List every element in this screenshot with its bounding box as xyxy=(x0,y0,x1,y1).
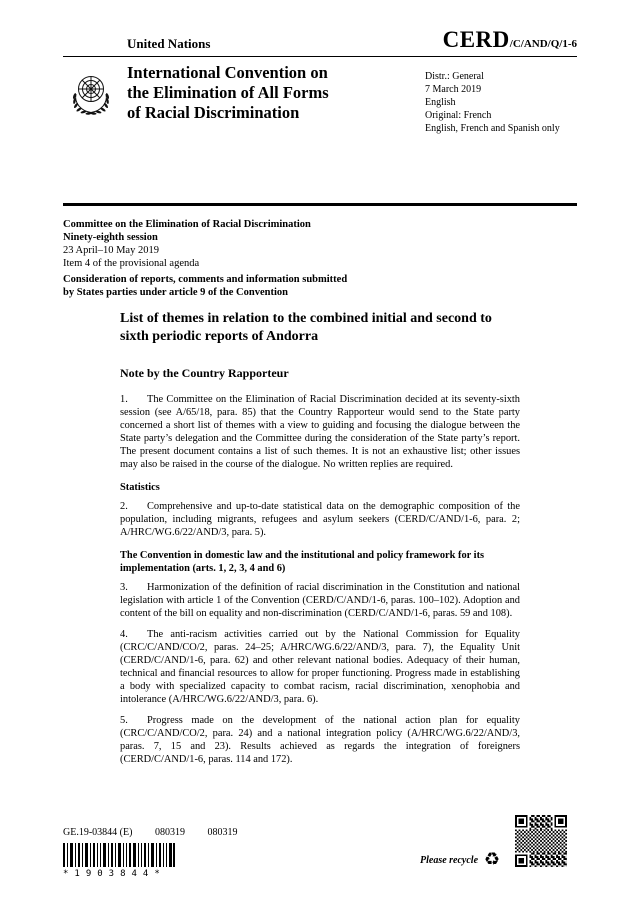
note-heading: Note by the Country Rapporteur xyxy=(120,366,289,380)
convention-title-line3: of Racial Discrimination xyxy=(127,103,300,122)
paragraph-4-text: The anti-racism activities carried out by the National Commission for Equality (CRC/C/AND/CO/2, paras. 24–25; A/HRC/WG.6/22/AND/3, para. 7), the Equality Unit (CERD/C/AND/1-6, para. 62) and other relevant national bodies. Adequacy of their human, technical and financial resources to allow for proper functioning. Progress made in establishing a body with specialized capacity to combat racism, racial discrimination, xenophobia and intolerance (A/HRC/WG.6/22/AND/3, para. 6). xyxy=(120,629,520,705)
paragraph-5-text: Progress made on the development of the national action plan for equality (CRC/C/AND/CO/2, para. 24) and a national integration policy (A/HRC/WG.6/22/AND/3, paras. 7, 15 and 23). Results achieved as regards the integration of foreigners (CERD/C/AND/1-6, paras. 114 and 172). xyxy=(120,715,520,765)
paragraph-3 xyxy=(120,581,520,620)
distr-language: English xyxy=(425,97,456,108)
session-dates: 23 April–10 May 2019 xyxy=(63,245,159,256)
distr-original: Original: French xyxy=(425,110,492,121)
recycle-icon: ♻ xyxy=(484,849,501,870)
paragraph-4 xyxy=(120,628,520,706)
session-number: Ninety-eighth session xyxy=(63,232,158,243)
footer-reference-line xyxy=(63,827,237,838)
distr-type: Distr.: General xyxy=(425,71,484,82)
barcode xyxy=(63,843,175,879)
ge-number: GE.19-03844 (E) xyxy=(63,827,133,838)
committee-name: Committee on the Elimination of Racial Discrimination xyxy=(63,219,311,230)
paragraph-2-text: Comprehensive and up-to-date statistical data on the demographic composition of the population, including migrants, refugees and asylum seekers (CERD/C/AND/1-6, para. 2; A/HRC/WG.6/22/AND/3, para. 5). xyxy=(120,501,520,538)
paragraph-3-number: 3. xyxy=(120,582,128,593)
qr-code-icon xyxy=(515,815,567,867)
barcode-bars-icon xyxy=(63,843,175,867)
agenda-subject-line1: Consideration of reports, comments and information submitted xyxy=(63,274,348,285)
recycle-label: Please recycle xyxy=(420,854,479,866)
document-title: List of themes in relation to the combined initial and second to sixth periodic reports of Andorra xyxy=(120,311,492,344)
un-emblem-icon xyxy=(66,70,116,120)
paragraph-5-number: 5. xyxy=(120,715,128,726)
paragraph-2 xyxy=(120,500,520,539)
distr-date: 7 March 2019 xyxy=(425,84,482,95)
ge-date-2: 080319 xyxy=(207,827,238,838)
agenda-item: Item 4 of the provisional agenda xyxy=(63,258,200,269)
paragraph-1-text: The Committee on the Elimination of Racial Discrimination decided at its seventy-sixth session (see A/65/18, para. 85) that the Country Rapporteur would send to the State party concerned a short list of themes with a view to guiding and focusing the dialogue between the State party’s delegation and the Committee during the consideration of the State party’s report. The present document contains a list of such themes. It is not an exhaustive list; other issues may also be raised in the course of the dialogue. No written replies are required. xyxy=(120,394,520,470)
document-symbol xyxy=(443,27,577,53)
paragraph-1 xyxy=(120,393,520,471)
header-divider xyxy=(63,56,577,57)
convention-title xyxy=(127,63,417,123)
paragraph-4-number: 4. xyxy=(120,629,128,640)
session-info xyxy=(63,218,347,299)
section-heading-convention: The Convention in domestic law and the institutional and policy framework for its implementation (arts. 1, 2, 3, 4 and 6) xyxy=(120,550,485,574)
masthead-divider xyxy=(63,203,577,206)
document-symbol-rest: /C/AND/Q/1-6 xyxy=(509,38,577,50)
paragraph-1-number: 1. xyxy=(120,394,128,405)
barcode-text: *1903844* xyxy=(63,869,166,879)
agenda-subject-line2: by States parties under article 9 of the Convention xyxy=(63,287,288,298)
document-symbol-main: CERD xyxy=(442,27,510,52)
paragraph-5 xyxy=(120,714,520,766)
section-heading-statistics: Statistics xyxy=(120,482,160,493)
paragraph-2-number: 2. xyxy=(120,501,128,512)
convention-title-line1: International Convention on xyxy=(127,63,328,82)
ge-date-1: 080319 xyxy=(154,827,185,838)
organization-name: United Nations xyxy=(127,36,211,51)
recycle-note xyxy=(420,851,500,869)
document-body xyxy=(120,310,520,774)
distribution-info xyxy=(425,70,560,135)
convention-title-line2: the Elimination of All Forms xyxy=(127,83,329,102)
distr-languages-note: English, French and Spanish only xyxy=(425,123,560,134)
paragraph-3-text: Harmonization of the definition of racial discrimination in the Constitution and national legislation with article 1 of the Convention (CERD/C/AND/1-6, paras. 100–102). Adoption and content of the bill on equality and non-discrimination (CERD/C/AND/1-6, paras. 59 and 108). xyxy=(120,582,520,619)
